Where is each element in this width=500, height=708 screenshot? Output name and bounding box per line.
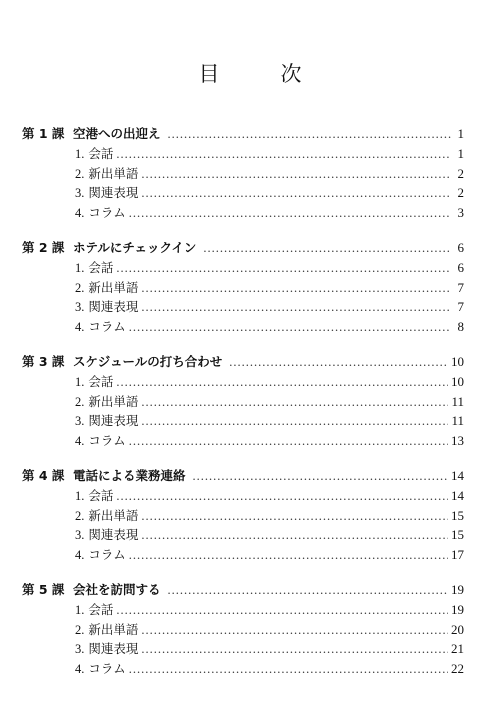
dot-leader: [193, 469, 448, 484]
chapter-number: 第 2 課: [22, 239, 65, 255]
chapter-number: 第 5 課: [22, 581, 65, 597]
entry-label: 新出単語: [88, 165, 139, 181]
entry-number: 1.: [75, 260, 85, 275]
toc-entry[interactable]: [22, 545, 464, 565]
entry-number: 3.: [75, 642, 85, 657]
toc-entry[interactable]: [22, 372, 464, 392]
entry-label: コラム: [88, 205, 126, 221]
entry-number: 1.: [75, 146, 85, 161]
entry-number: 3.: [75, 414, 85, 429]
chapter-4: [22, 466, 464, 565]
entry-label: 関連表現: [88, 299, 139, 315]
dot-leader: [129, 662, 448, 677]
dot-leader: [141, 395, 448, 410]
toc-entry[interactable]: [22, 183, 464, 203]
page-number: 3: [457, 205, 464, 221]
toc-entry[interactable]: [22, 297, 464, 317]
entry-number: 4.: [75, 206, 85, 221]
page-number: 11: [451, 413, 464, 429]
entry-number: 4.: [75, 662, 85, 677]
chapter-heading[interactable]: [22, 124, 464, 144]
page-number: 6: [457, 239, 464, 255]
dot-leader: [116, 489, 448, 504]
toc-entry[interactable]: [22, 506, 464, 526]
entry-label: 会話: [88, 487, 114, 503]
entry-label: コラム: [88, 319, 126, 335]
entry-label: 関連表現: [88, 527, 139, 543]
page-number: 14: [451, 487, 464, 503]
chapter-1: [22, 124, 464, 223]
chapter-number: 第 3 課: [22, 353, 65, 369]
page-number: 17: [451, 547, 464, 563]
dot-leader: [141, 281, 451, 296]
page-number: 1: [457, 126, 464, 141]
dot-leader: [129, 548, 448, 563]
chapter-heading[interactable]: [22, 238, 464, 258]
toc-entry[interactable]: [22, 317, 464, 337]
entry-label: 関連表現: [88, 185, 139, 201]
entry-number: 3.: [75, 300, 85, 315]
dot-leader: [229, 355, 448, 370]
page-number: 8: [457, 319, 464, 335]
chapter-heading[interactable]: [22, 352, 464, 372]
page-number: 22: [451, 661, 464, 677]
dot-leader: [168, 583, 448, 598]
dot-leader: [141, 623, 448, 638]
dot-leader: [116, 147, 451, 162]
entry-number: 2.: [75, 622, 85, 637]
dot-leader: [129, 434, 448, 449]
toc-entry[interactable]: [22, 258, 464, 278]
chapter-5: [22, 580, 464, 679]
toc-entry[interactable]: [22, 144, 464, 164]
page-number: 2: [457, 165, 464, 181]
entry-number: 2.: [75, 280, 85, 295]
chapter-heading[interactable]: [22, 466, 464, 486]
chapter-title: スケジュールの打ち合わせ: [73, 353, 223, 369]
chapter-title: ホテルにチェックイン: [73, 239, 197, 255]
toc-entry[interactable]: [22, 525, 464, 545]
entry-number: 1.: [75, 374, 85, 389]
page-number: 7: [457, 279, 464, 295]
dot-leader: [141, 414, 448, 429]
toc-entry[interactable]: [22, 411, 464, 431]
entry-label: 新出単語: [88, 507, 139, 523]
entry-label: 関連表現: [88, 641, 139, 657]
chapter-title: 電話による業務連絡: [73, 467, 186, 483]
dot-leader: [141, 300, 451, 315]
entry-label: 新出単語: [88, 279, 139, 295]
dot-leader: [168, 127, 451, 142]
dot-leader: [141, 509, 448, 524]
dot-leader: [129, 320, 451, 335]
chapter-title: 会社を訪問する: [73, 581, 161, 597]
entry-number: 2.: [75, 394, 85, 409]
entry-label: コラム: [88, 547, 126, 563]
dot-leader: [141, 167, 451, 182]
toc-entry[interactable]: [22, 164, 464, 184]
entry-number: 1.: [75, 602, 85, 617]
toc-entry[interactable]: [22, 203, 464, 223]
dot-leader: [141, 186, 451, 201]
toc-entry[interactable]: [22, 431, 464, 451]
entry-label: コラム: [88, 661, 126, 677]
page-number: 19: [451, 601, 464, 617]
page-number: 10: [451, 353, 464, 369]
entry-label: 関連表現: [88, 413, 139, 429]
table-of-contents: [22, 124, 464, 694]
dot-leader: [116, 603, 448, 618]
page-number: 19: [451, 581, 464, 597]
page-number: 2: [457, 185, 464, 201]
toc-entry[interactable]: [22, 486, 464, 506]
toc-entry[interactable]: [22, 639, 464, 659]
chapter-number: 第 4 課: [22, 467, 65, 483]
page-number: 10: [451, 373, 464, 389]
page-number: 6: [457, 259, 464, 275]
entry-label: 会話: [88, 601, 114, 617]
entry-label: 新出単語: [88, 393, 139, 409]
entry-number: 3.: [75, 186, 85, 201]
chapter-number: 第 1 課: [22, 126, 65, 141]
dot-leader: [116, 261, 451, 276]
entry-label: 会話: [88, 145, 114, 161]
chapter-title: 空港への出迎え: [73, 126, 161, 141]
entry-label: 新出単語: [88, 621, 139, 637]
entry-label: 会話: [88, 373, 114, 389]
dot-leader: [116, 375, 448, 390]
page-number: 1: [457, 145, 464, 161]
dot-leader: [203, 241, 451, 256]
dot-leader: [141, 642, 448, 657]
entry-label: コラム: [88, 433, 126, 449]
toc-entry[interactable]: [22, 620, 464, 640]
entry-number: 2.: [75, 508, 85, 523]
entry-number: 1.: [75, 488, 85, 503]
page-title: 目 次: [198, 62, 322, 86]
toc-entry[interactable]: [22, 278, 464, 298]
page-number: 13: [451, 433, 464, 449]
toc-entry[interactable]: [22, 392, 464, 412]
entry-number: 3.: [75, 528, 85, 543]
page-number: 20: [451, 621, 464, 637]
page-number: 21: [451, 641, 464, 657]
page-number: 15: [451, 507, 464, 523]
page-number: 11: [451, 393, 464, 409]
chapter-3: [22, 352, 464, 451]
toc-entry[interactable]: [22, 600, 464, 620]
toc-entry[interactable]: [22, 659, 464, 679]
chapter-heading[interactable]: [22, 580, 464, 600]
page-number: 15: [451, 527, 464, 543]
page-number: 14: [451, 467, 464, 483]
entry-label: 会話: [88, 259, 114, 275]
chapter-2: [22, 238, 464, 337]
dot-leader: [129, 206, 451, 221]
page-number: 7: [457, 299, 464, 315]
entry-number: 4.: [75, 548, 85, 563]
dot-leader: [141, 528, 448, 543]
entry-number: 4.: [75, 434, 85, 449]
entry-number: 4.: [75, 320, 85, 335]
entry-number: 2.: [75, 166, 85, 181]
